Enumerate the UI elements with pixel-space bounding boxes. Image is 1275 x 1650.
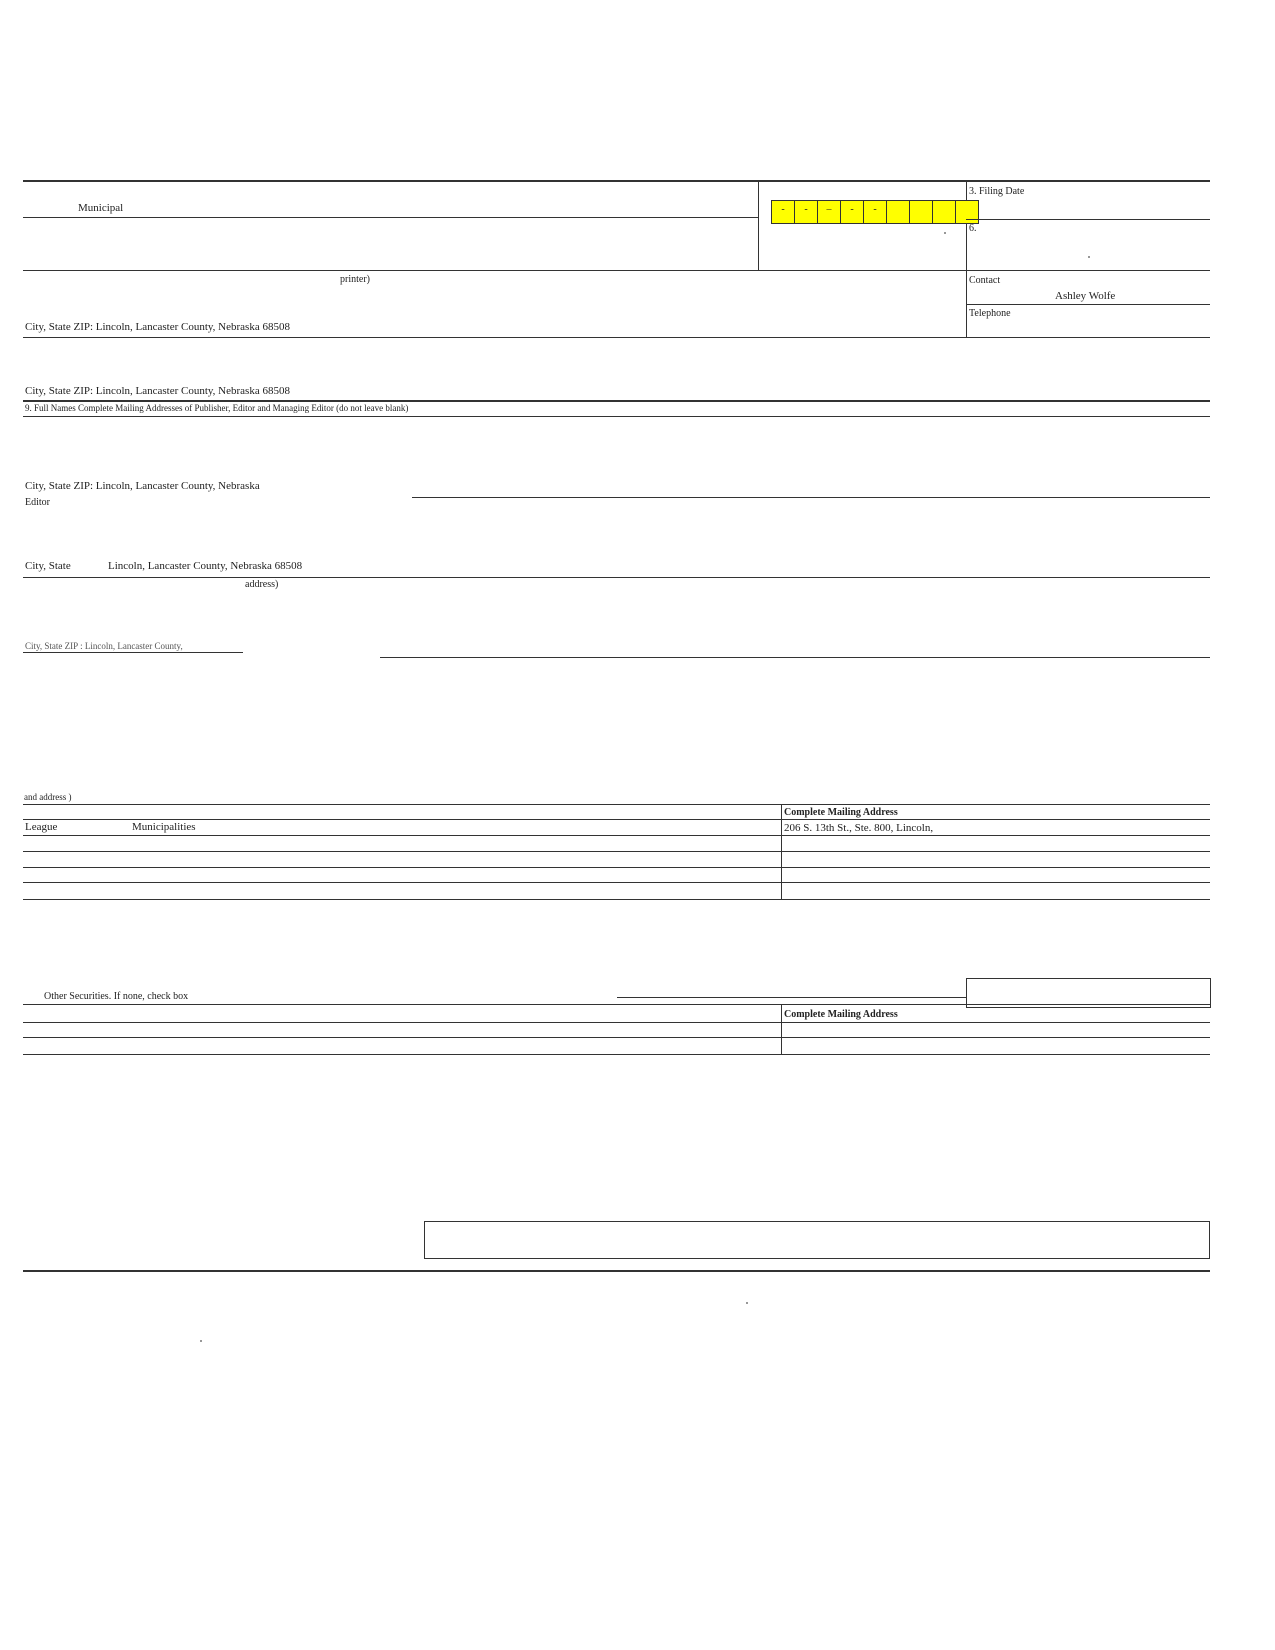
owner-intro-text: and address ) xyxy=(24,792,72,802)
contact-name: Ashley Wolfe xyxy=(1055,290,1116,302)
issn-digit[interactable]: – xyxy=(817,201,840,223)
row-rule-2 xyxy=(23,270,1210,271)
bottom-rule xyxy=(23,1270,1210,1272)
issn-digit[interactable]: - xyxy=(863,201,886,223)
owner-row-rule-3 xyxy=(23,867,1210,868)
printer-label: printer) xyxy=(340,274,370,285)
issn-digit[interactable] xyxy=(886,201,909,223)
securities-label: Other Securities. If none, check box xyxy=(44,991,189,1002)
row-rule-1 xyxy=(23,217,759,218)
tax-status-box[interactable] xyxy=(424,1221,1210,1259)
issn-digit[interactable]: - xyxy=(771,201,794,223)
scan-speck xyxy=(944,232,946,234)
row-rule-1b xyxy=(966,219,1210,220)
names-heading: 9. Full Names Complete Mailing Addresses of Publisher, Editor and Managing Editor (do not leave blank) xyxy=(25,403,409,413)
row-rule-5 xyxy=(23,416,1210,417)
row-rule-7 xyxy=(23,577,1210,578)
header-divider-1 xyxy=(758,181,759,270)
publisher-city-line: City, State ZIP: Lincoln, Lancaster County, Nebraska xyxy=(25,480,260,492)
publication-title: Municipal xyxy=(78,202,124,214)
editor-label: Editor xyxy=(25,497,50,508)
securities-table-bottom xyxy=(23,1054,1210,1055)
editor-city-value: Lincoln, Lancaster County, Nebraska 68508 xyxy=(108,560,303,572)
owner-table-bottom xyxy=(23,899,1210,900)
securities-table-top xyxy=(23,1004,1210,1005)
headquarters-city-line: City, State ZIP: Lincoln, Lancaster County, Nebraska 68508 xyxy=(25,385,290,397)
owner-row-rule-2 xyxy=(23,851,1210,852)
securities-row-rule-1 xyxy=(23,1022,1210,1023)
editor-city-label: City, State xyxy=(25,560,71,572)
owner-table-top xyxy=(23,804,1210,805)
owner-row-rule-1 xyxy=(23,835,1210,836)
scan-speck xyxy=(1088,256,1090,258)
contact-label: Contact xyxy=(969,275,1001,286)
filing-date-label: 3. Filing Date xyxy=(969,186,1025,197)
securities-row-rule-2 xyxy=(23,1037,1210,1038)
row-rule-3 xyxy=(23,337,1210,338)
issn-digit[interactable] xyxy=(909,201,932,223)
managing-editor-label: address) xyxy=(245,579,279,590)
telephone-label: Telephone xyxy=(969,308,1011,319)
top-rule xyxy=(23,180,1210,182)
contact-rule xyxy=(966,304,1210,305)
publication-number-field[interactable] xyxy=(771,200,979,224)
owner-address: 206 S. 13th St., Ste. 800, Lincoln, xyxy=(784,822,934,834)
row-rule-6 xyxy=(412,497,1210,498)
issn-digit[interactable] xyxy=(932,201,955,223)
item-6-label: 6. xyxy=(969,223,977,234)
owner-table-header-rule xyxy=(23,819,1210,820)
securities-arrow-line xyxy=(617,997,974,998)
owner-row-rule-4 xyxy=(23,882,1210,883)
row-rule-8 xyxy=(380,657,1210,658)
scan-speck xyxy=(200,1340,202,1342)
owner-name-right: Municipalities xyxy=(132,821,196,833)
securities-address-header: Complete Mailing Address xyxy=(784,1009,898,1020)
managing-city-underline xyxy=(23,652,243,653)
issn-digit[interactable]: - xyxy=(840,201,863,223)
managing-city-line: City, State ZIP : Lincoln, Lancaster County, xyxy=(25,641,183,651)
securities-table-divider xyxy=(781,1004,782,1054)
owner-name-left: League xyxy=(25,821,58,833)
scan-speck xyxy=(746,1302,748,1304)
issn-digit[interactable]: - xyxy=(794,201,817,223)
owner-address-header: Complete Mailing Address xyxy=(784,807,898,818)
office-city-line: City, State ZIP: Lincoln, Lancaster County, Nebraska 68508 xyxy=(25,321,290,333)
